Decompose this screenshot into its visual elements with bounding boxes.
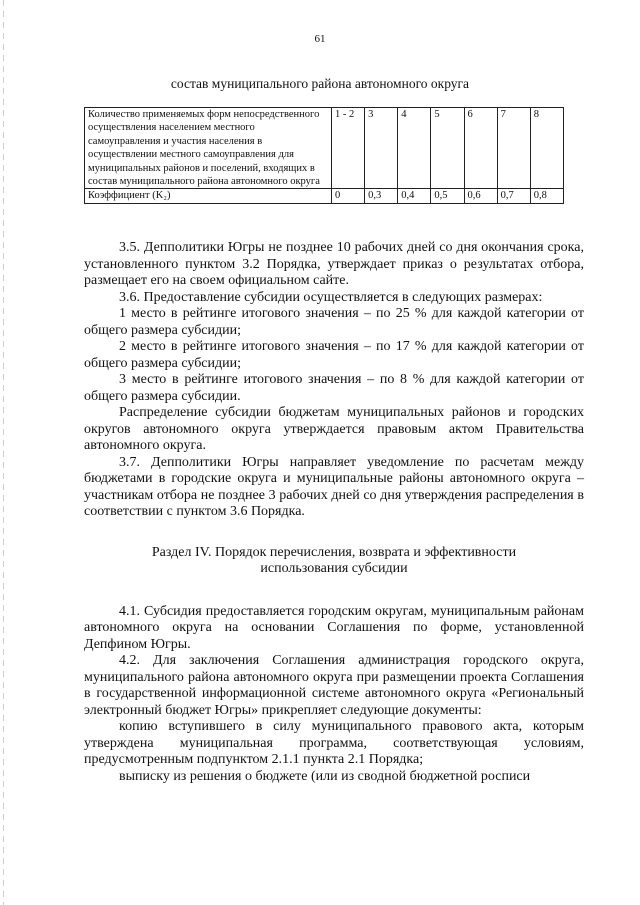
document-body <box>84 240 584 785</box>
paragraph-place-1: 1 место в рейтинге итогового значения – по 25 % для каждой категории от общего размера субсидии; <box>84 306 584 338</box>
table-cell: 0,5 <box>431 189 464 203</box>
paragraph-distribution: Распределение субсидии бюджетам муниципальных районов и городских округов автономного округа утверждается правовым актом Правительства автономного округа. <box>84 405 584 453</box>
table-row <box>85 108 564 189</box>
paragraph-copy-act: копию вступившего в силу муниципального правового акта, которым утверждена муниципальная программа, соответствующая условиям, предусмотренным подпунктом 2.1.1 пункта 2.1 Порядка; <box>84 719 584 767</box>
paragraph-budget-extract: выписку из решения о бюджете (или из сводной бюджетной росписи <box>119 768 531 784</box>
section-title-line2: использования субсидии <box>260 561 408 576</box>
table-cell: 3 <box>365 108 398 189</box>
page-number: 61 <box>314 33 326 45</box>
paragraph-3-6: 3.6. Предоставление субсидии осуществляется в следующих размерах: <box>119 289 543 305</box>
table-cell: 0,8 <box>530 189 563 203</box>
paragraph-3-7: 3.7. Депполитики Югры направляет уведомление по расчетам между бюджетами в городские округа и муниципальные районы автономного округа – участникам отбора не позднее 3 рабочих дней со дня утверждения распределения в соответствии с пунктом 3.6 Порядка. <box>84 454 584 519</box>
table-cell: 0 <box>332 189 365 203</box>
table-cell: 4 <box>398 108 431 189</box>
paragraph-4-2: 4.2. Для заключения Соглашения администрация городского округа, муниципального района автономного округа при размещении проекта Соглашения в государственной информационной системе автономного округа «Региональный электронный бюджет Югры» прикрепляет следующие документы: <box>84 653 584 718</box>
table-cell: 1 - 2 <box>332 108 365 189</box>
table-cell: 0,4 <box>398 189 431 203</box>
table-row <box>85 189 564 203</box>
paragraph-place-3: 3 место в рейтинге итогового значения – по 8 % для каждой категории от общего размера субсидии. <box>84 372 584 404</box>
paragraph-place-2: 2 место в рейтинге итогового значения – по 17 % для каждой категории от общего размера субсидии; <box>84 339 584 371</box>
table-cell: 6 <box>464 108 497 189</box>
coefficient-table <box>84 107 564 204</box>
table-cell: 0,6 <box>464 189 497 203</box>
table-cell: 5 <box>431 108 464 189</box>
section-title: Раздел IV. Порядок перечисления, возврата и эффективности <box>151 544 517 560</box>
paragraph-4-1: 4.1. Субсидия предоставляется городским округам, муниципальным районам автономного округа на основании Соглашения по форме, установленной Депфином Югры. <box>84 603 584 652</box>
table-row-label: Коэффициент (K₂) <box>85 189 332 203</box>
table-continuation-header: состав муниципального района автономного округа <box>170 76 470 91</box>
table-cell: 7 <box>497 108 530 189</box>
scan-edge-line <box>3 0 4 905</box>
table-cell: 8 <box>530 108 563 189</box>
table-row-label: Количество применяемых форм непосредственного осуществления населением местного самоуправления и участия населения в осуществлении местного самоуправления для муниципальных районов и поселений, входящих в состав муниципального района автономного округа <box>85 108 332 189</box>
table-cell: 0,3 <box>365 189 398 203</box>
table-cell: 0,7 <box>497 189 530 203</box>
paragraph-3-5: 3.5. Депполитики Югры не позднее 10 рабочих дней со дня окончания срока, установленного пунктом 3.2 Порядка, утверждает приказ о результатах отбора, размещает его на своем официальном сайте. <box>84 240 584 288</box>
